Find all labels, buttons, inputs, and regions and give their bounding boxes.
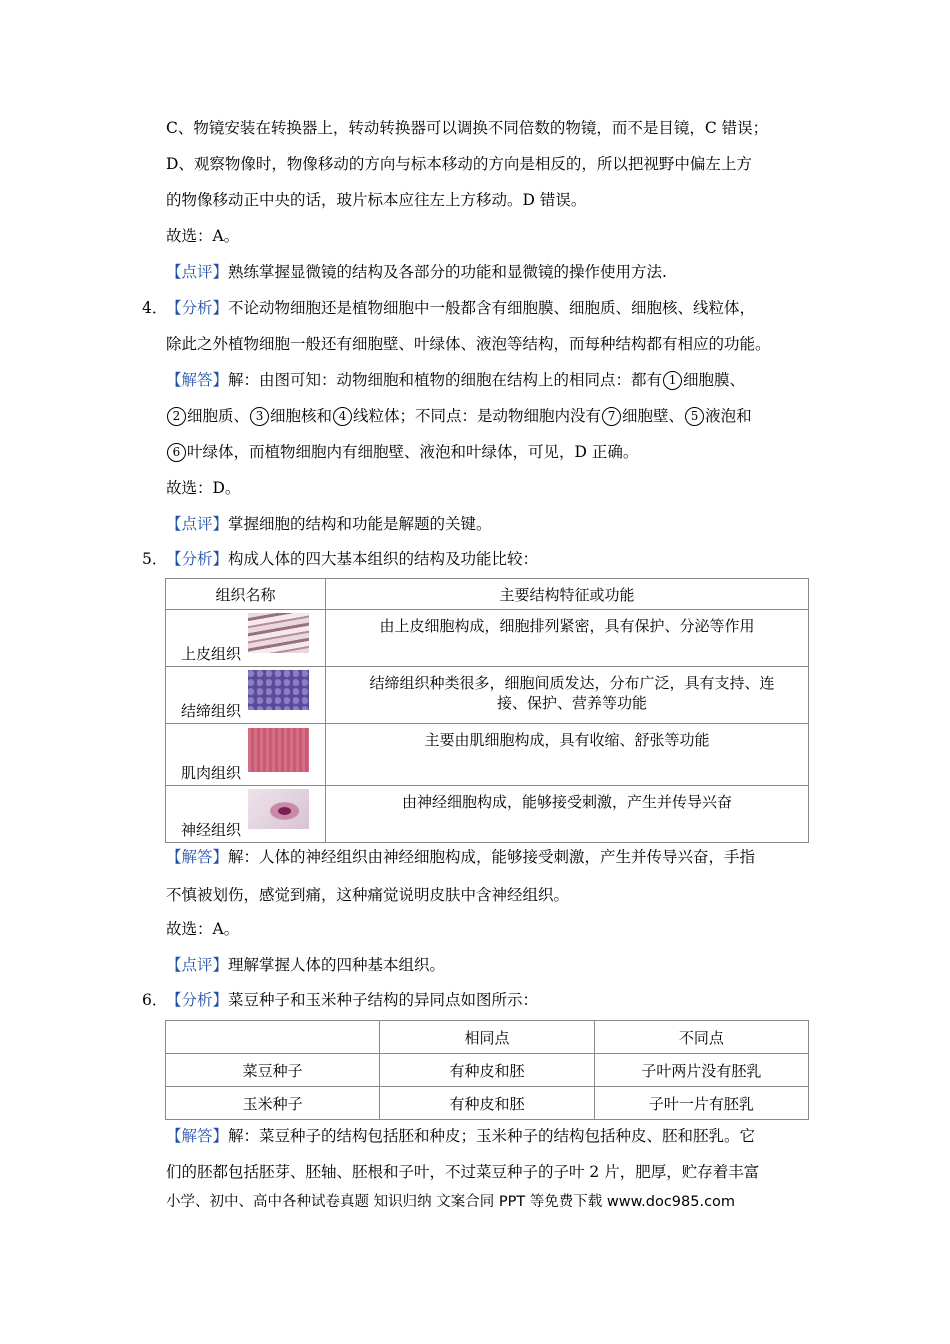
text-line: D、观察物像时，物像移动的方向与标本移动的方向是相反的，所以把视野中偏左上方 — [166, 155, 752, 173]
table-cell: 有种皮和胚 — [380, 1087, 594, 1120]
table-row — [166, 724, 809, 786]
tissue-desc: 由上皮细胞构成，细胞排列紧密，具有保护、分泌等作用 — [326, 610, 809, 667]
circled-number: 1 — [663, 371, 682, 390]
comment-text: 掌握细胞的结构和功能是解题的关键。 — [228, 515, 492, 533]
table-header-row — [166, 579, 809, 610]
table-row — [166, 610, 809, 667]
comment-line — [166, 261, 667, 283]
circled-number: 6 — [167, 443, 186, 462]
comment-line — [166, 513, 492, 535]
table-header-row — [166, 1021, 809, 1054]
tissue-name: 神经组织 — [181, 821, 242, 839]
analysis-tag: 【分析】 — [166, 550, 229, 568]
text-line: C、物镜安装在转换器上，转动转换器可以调换不同倍数的物镜，而不是目镜，C 错误； — [166, 119, 769, 137]
analysis-line — [166, 989, 538, 1011]
table-cell: 子叶两片没有胚乳 — [594, 1054, 808, 1087]
solve-text: 解：人体的神经组织由神经细胞构成，能够接受刺激，产生并传导兴奋，手指 — [228, 848, 756, 866]
analysis-text: 构成人体的四大基本组织的结构及功能比较： — [228, 550, 539, 568]
tissue-desc: 主要由肌细胞构成，具有收缩、舒张等功能 — [326, 724, 809, 786]
text-line: 除此之外植物细胞一般还有细胞壁、叶绿体、液泡等结构，而每种结构都有相应的功能。 — [166, 335, 771, 353]
solve-tag: 【解答】 — [166, 371, 229, 389]
tissue-desc: 结缔组织种类很多，细胞间质发达，分布广泛，具有支持、连接、保护、营养等功能 — [326, 667, 809, 724]
table-cell: 玉米种子 — [166, 1087, 380, 1120]
solve-text: 解：菜豆种子的结构包括胚和种皮；玉米种子的结构包括种皮、胚和胚乳。它 — [228, 1127, 756, 1145]
question-number: 4． — [142, 299, 168, 317]
tissue-desc: 由神经细胞构成，能够接受刺激，产生并传导兴奋 — [326, 786, 809, 843]
solve-text: 叶绿体，而植物细胞内有细胞壁、液泡和叶绿体，可见，D 正确。 — [187, 443, 639, 461]
comment-tag: 【点评】 — [166, 263, 229, 281]
solve-line — [166, 1125, 755, 1147]
table-header: 主要结构特征或功能 — [326, 579, 809, 610]
comment-tag: 【点评】 — [166, 956, 229, 974]
analysis-text: 菜豆种子和玉米种子结构的异同点如图所示： — [228, 991, 539, 1009]
table-row — [166, 1087, 809, 1120]
solve-text: 解：由图可知：动物细胞和植物的细胞在结构上的相同点：都有 — [228, 371, 663, 389]
circled-number: 7 — [602, 407, 621, 426]
comment-text: 熟练掌握显微镜的结构及各部分的功能和显微镜的操作使用方法. — [228, 263, 667, 281]
tissue-name: 肌肉组织 — [181, 763, 242, 782]
tissue-cell — [166, 667, 326, 724]
muscle-tissue-image — [248, 728, 309, 772]
answer-line: 故选：D。 — [166, 479, 241, 497]
nerve-tissue-image — [248, 789, 309, 829]
comment-tag: 【点评】 — [166, 515, 229, 533]
solve-text: 细胞质、 — [187, 407, 250, 425]
tissue-cell — [166, 724, 326, 786]
table-row — [166, 786, 809, 843]
answer-line: 故选：A。 — [166, 920, 240, 938]
table-header: 相同点 — [380, 1021, 594, 1054]
solve-line — [166, 405, 752, 427]
solve-text: 细胞膜、 — [683, 371, 746, 389]
tissue-table — [165, 578, 809, 843]
analysis-tag: 【分析】 — [166, 299, 229, 317]
analysis-text: 不论动物细胞还是植物细胞中一般都含有细胞膜、细胞质、细胞核、线粒体， — [228, 299, 756, 317]
circled-number: 2 — [167, 407, 186, 426]
table-header — [166, 1021, 380, 1054]
answer-line: 故选：A。 — [166, 227, 240, 245]
connective-tissue-image — [248, 670, 309, 710]
table-header: 组织名称 — [166, 579, 326, 610]
text-line: 的物像移动正中央的话，玻片标本应往左上方移动。D 错误。 — [166, 191, 587, 209]
tissue-cell — [166, 610, 326, 667]
tissue-name: 结缔组织 — [181, 702, 242, 720]
circled-number: 3 — [250, 407, 269, 426]
analysis-tag: 【分析】 — [166, 991, 229, 1009]
text-line: 们的胚都包括胚芽、胚轴、胚根和子叶，不过菜豆种子的子叶 2 片，肥厚，贮存着丰富 — [166, 1163, 760, 1181]
solve-text: 细胞核和 — [270, 407, 333, 425]
analysis-line — [166, 548, 538, 570]
solve-tag: 【解答】 — [166, 848, 229, 866]
table-row — [166, 667, 809, 724]
circled-number: 5 — [685, 407, 704, 426]
solve-line — [166, 846, 755, 868]
table-cell: 子叶一片有胚乳 — [594, 1087, 808, 1120]
solve-text: 线粒体；不同点：是动物细胞内没有 — [353, 407, 602, 425]
table-cell: 菜豆种子 — [166, 1054, 380, 1087]
question-number: 5． — [142, 550, 168, 568]
solve-line — [166, 369, 745, 391]
solve-text: 细胞壁、 — [622, 407, 685, 425]
question-number: 6． — [142, 991, 168, 1009]
solve-line — [166, 441, 638, 463]
comment-line — [166, 954, 445, 976]
footer-text: 小学、初中、高中各种试卷真题 知识归纳 文案合同 PPT 等免费下载 www.doc985.com — [166, 1194, 736, 1210]
comment-text: 理解掌握人体的四种基本组织。 — [228, 956, 446, 974]
circled-number: 4 — [333, 407, 352, 426]
epithelial-tissue-image — [248, 613, 309, 653]
table-cell: 有种皮和胚 — [380, 1054, 594, 1087]
solve-tag: 【解答】 — [166, 1127, 229, 1145]
analysis-line — [166, 297, 755, 319]
tissue-name: 上皮组织 — [181, 645, 242, 663]
table-header: 不同点 — [594, 1021, 808, 1054]
text-line: 不慎被划伤，感觉到痛，这种痛觉说明皮肤中含神经组织。 — [166, 886, 570, 904]
tissue-cell — [166, 786, 326, 843]
table-row — [166, 1054, 809, 1087]
solve-text: 液泡和 — [705, 407, 752, 425]
seed-table — [165, 1020, 809, 1120]
